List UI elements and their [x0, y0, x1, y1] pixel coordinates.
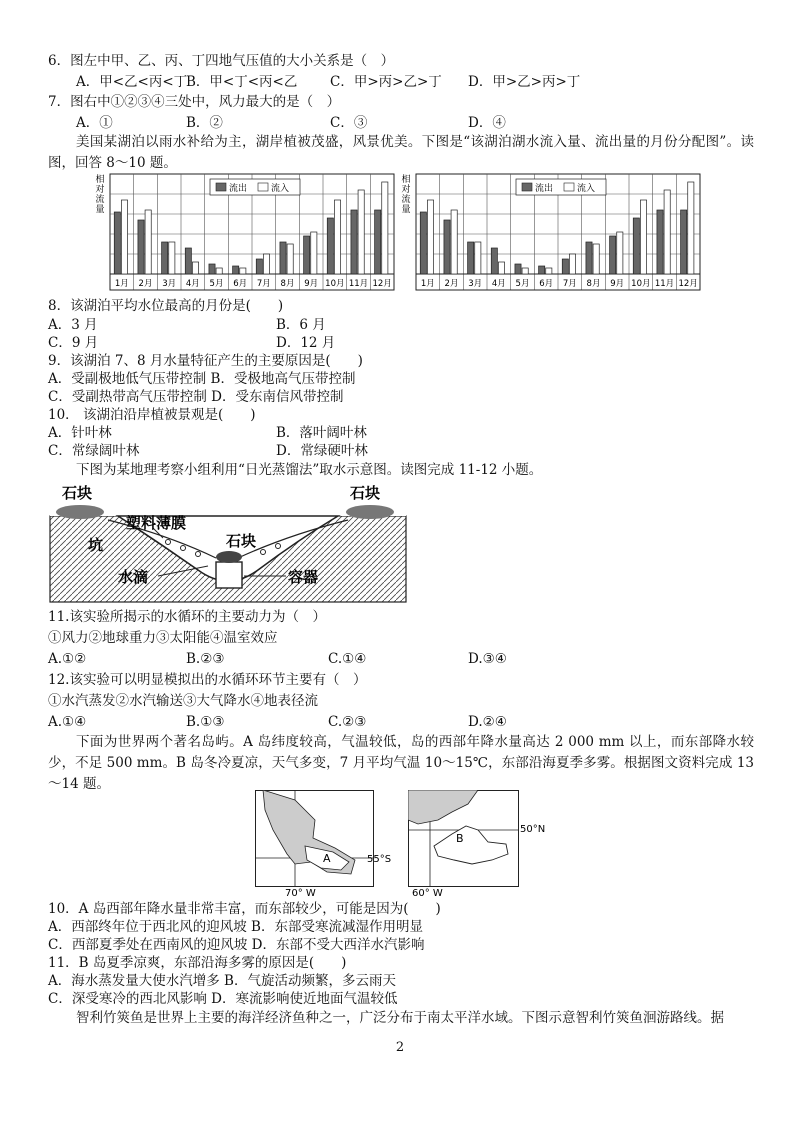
bar-inflow	[475, 242, 481, 274]
q8-option-c: C．9 月	[48, 335, 99, 351]
q11a-option-c: C.①④	[328, 651, 367, 667]
x-tick-label: 1月	[114, 279, 129, 289]
bar-outflow	[233, 266, 239, 274]
y-axis-label: 相对流量	[401, 175, 411, 215]
q8-option-d: D．12 月	[276, 335, 336, 351]
x-tick-label: 8月	[280, 279, 295, 289]
bar-outflow	[280, 242, 286, 274]
bar-inflow	[640, 200, 646, 274]
q10b-options-ab: A．西部终年位于西北风的迎风坡 B．东部受寒流减湿作用明显	[48, 919, 423, 935]
q9-options-ab: A．受副极地低气压带控制 B．受极地高气压带控制	[48, 371, 356, 387]
intro-13-14: 下面为世界两个著名岛屿。A 岛纬度较高，气温较低，岛的西部年降水量高达 2 000 mm 以上，而东部降水较少，不足 500 mm。B 岛冬冷夏凉，天气多变，7 月平均气温 10～15℃，东部沿海夏季多雾。根据图文资料完成 13～14 题。	[48, 734, 754, 792]
bar-inflow	[498, 262, 504, 274]
q6-option-d: D．甲>乙>丙>丁	[468, 74, 581, 90]
q6-option-a: A．甲<乙<丙<丁	[76, 74, 188, 90]
x-tick-label: 5月	[515, 279, 530, 289]
x-tick-label: 4月	[491, 279, 506, 289]
legend-label-inflow: 流入	[577, 184, 596, 194]
q12-option-c: C.②③	[328, 714, 367, 730]
legend-swatch-inflow	[258, 183, 268, 191]
island-b-label: B	[456, 832, 464, 845]
q10b-stem: 10．A 岛西部年降水量非常丰富，而东部较少，可能是因为( )	[48, 901, 441, 917]
q8-option-a: A．3 月	[48, 317, 98, 333]
legend-swatch-outflow	[216, 183, 226, 191]
film-label: 塑料薄膜	[126, 514, 187, 532]
legend	[516, 179, 606, 195]
solar-still-diagram	[48, 480, 408, 605]
bar-inflow	[546, 268, 552, 274]
bar-inflow	[169, 242, 175, 274]
q6-stem: 6．图左中甲、乙、丙、丁四地气压值的大小关系是（ ）	[48, 53, 395, 69]
q12-stem: 12.该实验可以明显模拟出的水循环环节主要有（ ）	[48, 672, 367, 688]
bar-outflow	[185, 248, 191, 274]
x-tick-label: 5月	[209, 279, 224, 289]
q12-option-b: B.①③	[186, 714, 225, 730]
flow-chart-right	[398, 170, 704, 294]
x-tick-label: 8月	[586, 279, 601, 289]
x-tick-label: 1月	[420, 279, 435, 289]
q9-options-cd: C．受副热带高气压带控制 D．受东南信风带控制	[48, 389, 344, 405]
q10a-option-b: B．落叶阔叶林	[276, 425, 367, 441]
stone-center-label: 石块	[226, 532, 257, 550]
pit-label: 坑	[88, 536, 104, 554]
q7-option-c: C．③	[330, 115, 368, 131]
bar-outflow	[633, 218, 639, 274]
legend-label-outflow: 流出	[535, 184, 554, 194]
container-label: 容器	[288, 568, 319, 586]
q10a-stem: 10． 该湖泊沿岸植被景观是( )	[48, 407, 256, 423]
bar-inflow	[664, 190, 670, 274]
x-tick-label: 12月	[678, 279, 698, 289]
x-tick-label: 10月	[631, 279, 651, 289]
x-tick-label: 9月	[304, 279, 319, 289]
q7-option-b: B．②	[186, 115, 223, 131]
x-tick-label: 4月	[185, 279, 200, 289]
bar-inflow	[287, 244, 293, 274]
q12-option-d: D.②④	[468, 714, 507, 730]
bar-outflow	[610, 236, 616, 274]
q12-option-a: A.①④	[48, 714, 87, 730]
bar-outflow	[138, 220, 144, 274]
q11b-options-cd: C．深受寒冷的西北风影响 D．寒流影响使近地面气温较低	[48, 991, 398, 1007]
bar-inflow	[121, 200, 127, 274]
bar-outflow	[515, 264, 521, 274]
x-tick-label: 6月	[539, 279, 554, 289]
bar-outflow	[468, 242, 474, 274]
bar-inflow	[311, 232, 317, 274]
q11a-option-d: D.③④	[468, 651, 507, 667]
stone-left-label: 石块	[62, 484, 93, 502]
legend	[210, 179, 300, 195]
stone-right-label: 石块	[350, 484, 381, 502]
q7-option-a: A．①	[76, 115, 113, 131]
island-a-lon: 70° W	[285, 888, 316, 898]
intro-11-12: 下图为某地理考察小组利用“日光蒸馏法”取水示意图。读图完成 11-12 小题。	[76, 462, 543, 478]
q11a-option-b: B.②③	[186, 651, 225, 667]
q11b-options-ab: A．海水蒸发量大使水汽增多 B．气旋活动频繁，多云雨天	[48, 973, 396, 989]
bar-inflow	[688, 182, 694, 274]
q8-option-b: B．6 月	[276, 317, 326, 333]
q7-stem: 7．图右中①②③④三处中，风力最大的是（ ）	[48, 94, 341, 110]
bar-outflow	[351, 210, 357, 274]
bar-outflow	[657, 210, 663, 274]
q10a-option-a: A．针叶林	[48, 425, 112, 441]
intro-last: 智利竹筴鱼是世界上主要的海洋经济鱼种之一，广泛分布于南太平洋水域。下图示意智利竹筴鱼洄游路线。据	[76, 1010, 724, 1026]
bar-inflow	[522, 268, 528, 274]
x-tick-label: 7月	[256, 279, 271, 289]
bar-outflow	[681, 210, 687, 274]
bar-outflow	[209, 264, 215, 274]
q8-stem: 8．该湖泊平均水位最高的月份是( )	[48, 298, 284, 314]
bar-inflow	[427, 200, 433, 274]
page-number: 2	[395, 1040, 405, 1055]
x-tick-label: 3月	[468, 279, 483, 289]
bar-inflow	[617, 232, 623, 274]
q10b-options-cd: C．西部夏季处在西南风的迎风坡 D．东部不受大西洋水汽影响	[48, 937, 425, 953]
bar-outflow	[114, 212, 120, 274]
island-b-lat: 50°N	[520, 824, 546, 835]
bar-outflow	[562, 259, 568, 274]
legend-swatch-outflow	[522, 183, 532, 191]
bar-outflow	[491, 248, 497, 274]
bar-inflow	[263, 254, 269, 274]
bar-inflow	[216, 268, 222, 274]
bar-outflow	[327, 218, 333, 274]
x-tick-label: 11月	[348, 279, 369, 289]
x-tick-label: 6月	[233, 279, 248, 289]
bar-inflow	[358, 190, 364, 274]
island-a-lat: 55°S	[367, 854, 392, 865]
q11a-stem: 11.该实验所揭示的水循环的主要动力为（ ）	[48, 609, 326, 625]
legend-swatch-inflow	[564, 183, 574, 191]
bar-inflow	[334, 200, 340, 274]
q7-option-d: D．④	[468, 115, 506, 131]
x-tick-label: 10月	[325, 279, 345, 289]
q11a-option-a: A.①②	[48, 651, 87, 667]
y-axis-label: 相对流量	[95, 175, 105, 215]
island-a-map	[255, 790, 395, 898]
island-b-lon: 60° W	[412, 888, 443, 898]
q9-stem: 9．该湖泊 7、8 月水量特征产生的主要原因是( )	[48, 353, 363, 369]
bar-inflow	[145, 210, 151, 274]
intro-8-10: 美国某湖泊以雨水补给为主，湖岸植被茂盛，风景优美。下图是“该湖泊湖水流入量、流出量的月份分配图”。读图，回答 8～10 题。	[48, 134, 754, 171]
drop-label: 水滴	[118, 568, 149, 586]
bar-outflow	[539, 266, 545, 274]
x-tick-label: 2月	[444, 279, 459, 289]
bar-outflow	[420, 212, 426, 274]
bar-outflow	[375, 210, 381, 274]
bar-outflow	[444, 220, 450, 274]
q11a-items: ①风力②地球重力③太阳能④温室效应	[48, 630, 278, 646]
legend-label-inflow: 流入	[271, 184, 290, 194]
x-tick-label: 9月	[610, 279, 625, 289]
bar-inflow	[240, 268, 246, 274]
bar-outflow	[162, 242, 168, 274]
legend-label-outflow: 流出	[229, 184, 248, 194]
bar-outflow	[256, 259, 262, 274]
x-tick-label: 3月	[162, 279, 177, 289]
bar-inflow	[192, 262, 198, 274]
x-tick-label: 11月	[654, 279, 675, 289]
x-tick-label: 7月	[562, 279, 577, 289]
island-b-map	[408, 790, 558, 898]
q12-items: ①水汽蒸发②水汽输送③大气降水④地表径流	[48, 693, 318, 709]
q6-option-b: B．甲<丁<丙<乙	[186, 74, 298, 90]
q11b-stem: 11．B 岛夏季凉爽，东部沿海多雾的原因是( )	[48, 955, 347, 971]
x-tick-label: 2月	[138, 279, 153, 289]
q10a-option-c: C．常绿阔叶林	[48, 443, 140, 459]
q10a-option-d: D．常绿硬叶林	[276, 443, 368, 459]
q6-option-c: C．甲>丙>乙>丁	[330, 74, 442, 90]
flow-chart-left	[92, 170, 398, 294]
bar-inflow	[451, 210, 457, 274]
bar-inflow	[593, 244, 599, 274]
bar-outflow	[586, 242, 592, 274]
x-tick-label: 12月	[372, 279, 392, 289]
bar-inflow	[382, 182, 388, 274]
bar-inflow	[569, 254, 575, 274]
island-a-label: A	[323, 852, 331, 865]
bar-outflow	[304, 236, 310, 274]
